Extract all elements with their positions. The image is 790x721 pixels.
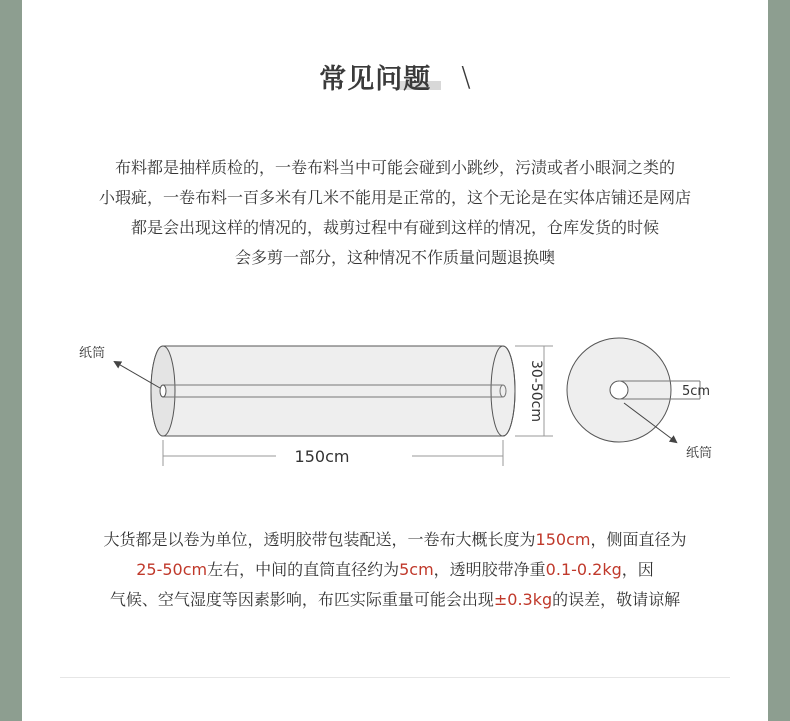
intro-paragraph [0,153,790,273]
bottom-divider [60,677,730,678]
details-line-1 [0,525,790,555]
weight-tolerance-value: ±0.3kg [493,590,553,609]
diameter-label: 30-50cm [528,359,544,423]
details-line-3-post: 的误差，敬请谅解 [552,590,681,609]
intro-line-3: 都是会出现这样的情况的，裁剪过程中有碰到这样的情况，仓库发货的时候 [130,218,659,237]
fabric-roll-diagram [0,320,790,480]
roll-diameter-value: 25-50cm [136,560,208,579]
roll-cross-section [567,338,700,442]
roll-cylinder [151,346,515,436]
details-line-2-mid2: ，透明胶带净重 [433,560,546,579]
page-title: 常见问题 [319,63,432,95]
tube-label-right: 纸筒 [686,446,713,461]
details-line-3 [0,585,790,615]
details-line-2-post: ，因 [621,560,654,579]
intro-line-2: 小瑕疵，一卷布料一百多米有几米不能用是正常的，这个无论是在实体店铺还是网店 [98,188,691,207]
core-diameter-value: 5cm [399,560,434,579]
intro-line-4: 会多剪一部分，这种情况不作质量问题退换噢 [234,248,555,267]
details-line-1-pre: 大货都是以卷为单位，透明胶带包装配送，一卷布大概长度为 [103,530,536,549]
title-wrap [319,57,431,96]
length-label: 150cm [294,447,350,466]
title-slash-mark: \ [461,59,471,93]
tape-weight-value: 0.1-0.2kg [545,560,622,579]
details-paragraph [0,525,790,615]
details-line-2-mid1: 左右，中间的直筒直径约为 [207,560,400,579]
section-header [0,56,790,96]
roll-length-value: 150cm [535,530,591,549]
details-line-1-post: ，侧面直径为 [590,530,687,549]
tube-label-left: 纸筒 [79,346,106,361]
details-line-3-pre: 气候、空气湿度等因素影响，布匹实际重量可能会出现 [109,590,494,609]
intro-line-1: 布料都是抽样质检的，一卷布料当中可能会碰到小跳纱，污渍或者小眼洞之类的 [114,158,675,177]
core-diameter-label: 5cm [682,384,711,399]
details-line-2 [0,555,790,585]
